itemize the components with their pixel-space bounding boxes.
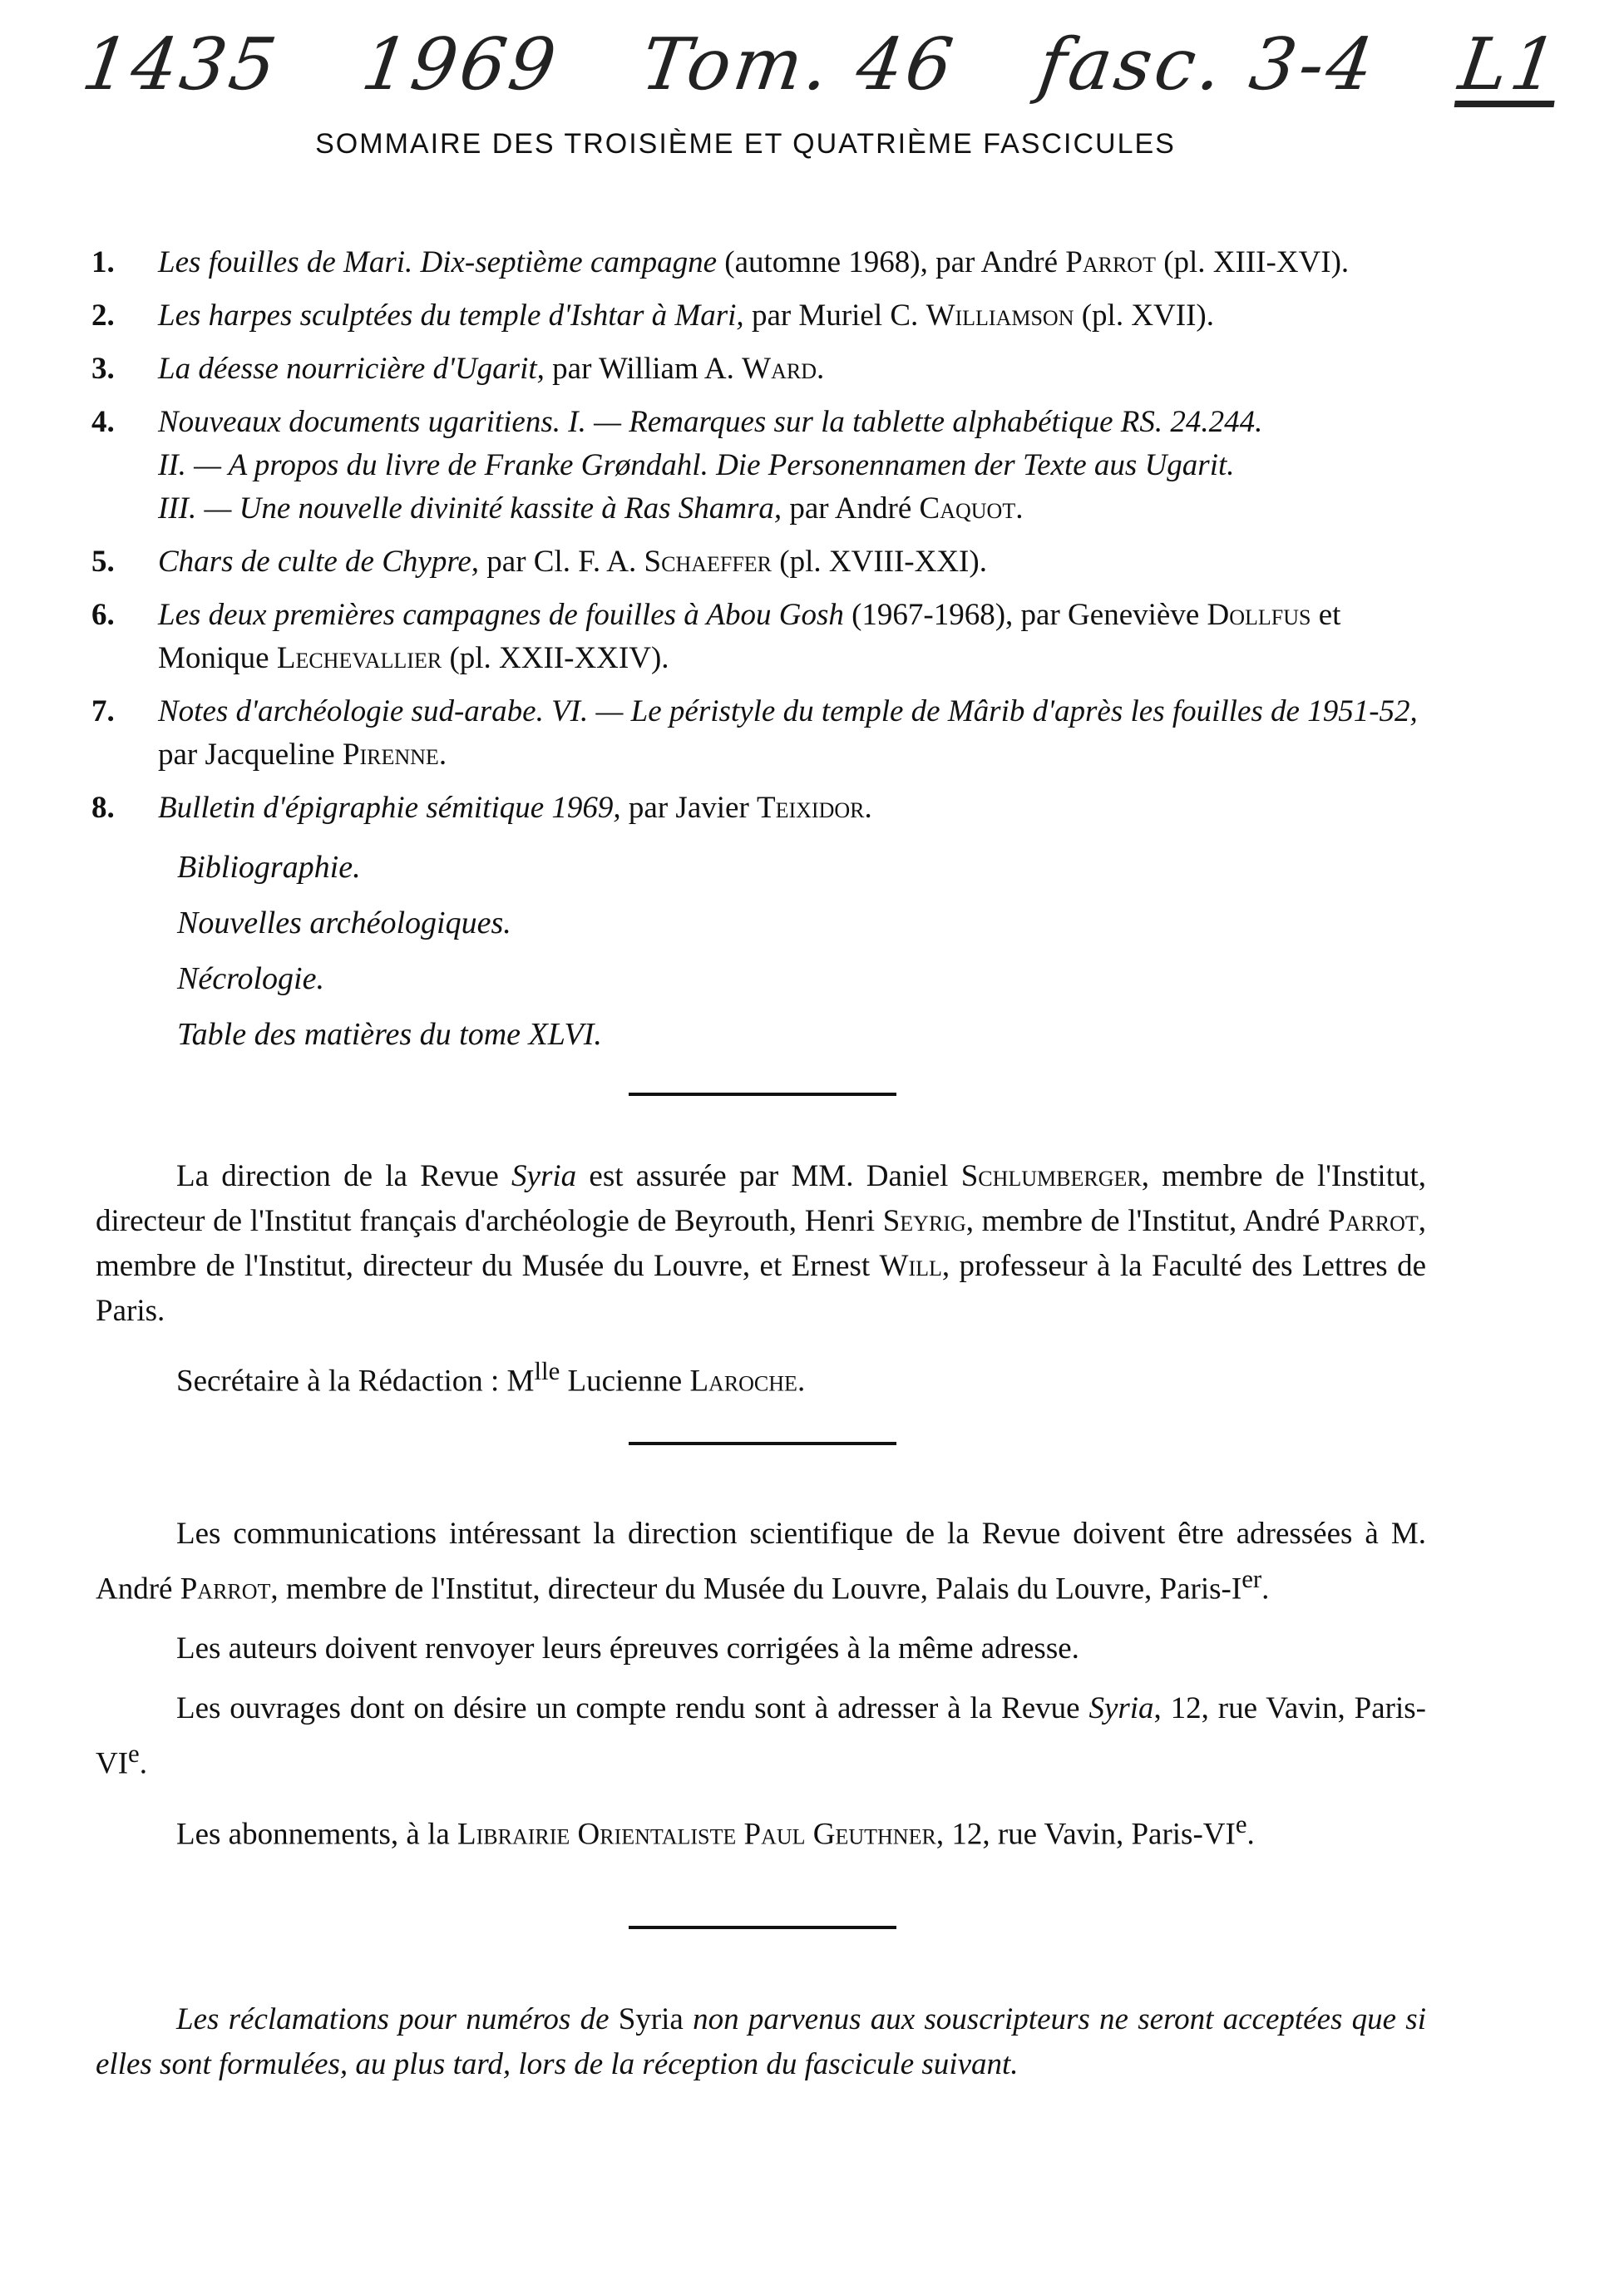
direction-block (96, 1154, 1426, 1419)
toc-text: . (438, 738, 447, 772)
text-run: . (797, 1364, 806, 1399)
toc-text: par Cl. F. A. (479, 545, 644, 579)
toc-author: Parrot (1065, 245, 1156, 279)
toc-author: Williamson (926, 299, 1074, 333)
toc-author: Dollfus (1207, 598, 1311, 632)
text-run: Lucienne (560, 1364, 690, 1399)
journal-name: Syria (511, 1159, 577, 1193)
journal-name: Syria (1088, 1691, 1154, 1726)
toc-item (91, 787, 1439, 830)
toc-subtitle: III. — Une nouvelle divinité kassite à Ras Shamra, (158, 491, 782, 526)
toc-subtitle: II. — A propos du livre de Franke Grøndahl. Die Personennamen der Texte aus Ugarit. (158, 448, 1235, 482)
superscript: er (1241, 1565, 1262, 1593)
toc-number: 4. (91, 405, 115, 439)
text-run: Les ouvrages dont on désire un compte rendu sont à adresser à la Revue (176, 1691, 1089, 1726)
reviews-paragraph (96, 1686, 1426, 1786)
toc-author: Pirenne (342, 738, 439, 772)
table-of-contents (91, 241, 1439, 840)
superscript: lle (534, 1357, 560, 1385)
communications-block (96, 1512, 1426, 1872)
toc-title: Chars de culte de Chypre, (158, 545, 480, 579)
text-run: , 12, rue Vavin, Paris-VI (96, 1691, 1427, 1781)
toc-text: par William A. (544, 352, 743, 386)
handwritten-tome: Tom. 46 (636, 23, 961, 106)
toc-text: . (817, 352, 825, 386)
superscript: e (1235, 1809, 1247, 1838)
toc-text: par Javier (620, 791, 758, 825)
subscriptions-paragraph (96, 1802, 1426, 1857)
text-run: . (1246, 1816, 1255, 1851)
toc-title: Nouveaux documents ugaritiens. I. — Remarques sur la tablette alphabétique RS. 24.244. (158, 405, 1263, 439)
toc-title: Bulletin d'épigraphie sémitique 1969, (158, 791, 621, 825)
toc-item (91, 294, 1439, 338)
text-run: , membre de l'Institut, directeur de l'Institut français d'archéologie de Beyrouth, Henri (96, 1159, 1427, 1238)
toc-text: par Muriel C. (743, 299, 926, 333)
handwritten-number: 1435 (77, 23, 284, 106)
person-name: Parrot (180, 1572, 271, 1606)
toc-number: 7. (91, 694, 115, 728)
handwritten-code: L1 (1454, 23, 1566, 106)
toc-number: 5. (91, 545, 115, 579)
text-run: , 12, rue Vavin, Paris-VI (935, 1816, 1236, 1851)
toc-title: Les fouilles de Mari. Dix-septième campagne (158, 245, 718, 279)
section-divider (629, 1093, 896, 1096)
extra-sections (177, 840, 602, 1063)
section-table-matieres: Table des matières du tome XLVI. (177, 1017, 602, 1052)
toc-item (91, 241, 1439, 284)
page-title: SOMMAIRE DES TROISIÈME ET QUATRIÈME FASCICULES (315, 128, 1176, 160)
secretary-paragraph (96, 1349, 1426, 1404)
superscript: e (128, 1740, 140, 1769)
toc-number: 2. (91, 299, 115, 333)
journal-name: Syria (618, 2002, 684, 2036)
toc-text: . (1015, 491, 1024, 526)
toc-number: 3. (91, 352, 115, 386)
text-run: Secrétaire à la Rédaction : M (176, 1364, 535, 1399)
toc-author: Caquot (919, 491, 1016, 526)
section-bibliographie: Bibliographie. (177, 850, 361, 885)
text-run: non parvenus aux souscripteurs ne seront acceptées que si elles sont formulées, au plus tard, lors de la réception du fascicule suivant. (96, 2002, 1426, 2081)
toc-text: par André (782, 491, 920, 526)
toc-title: Notes d'archéologie sud-arabe. VI. — Le péristyle du temple de Mârib d'après les fouilles de 1951-52, (158, 694, 1418, 728)
toc-number: 8. (91, 791, 115, 825)
toc-text: (1967-1968), par Geneviève (843, 598, 1207, 632)
person-name: Will (879, 1249, 942, 1283)
text-run: . (139, 1746, 147, 1781)
text-run: Les abonnements, à la (176, 1816, 458, 1851)
toc-text: (pl. XXII-XXIV). (442, 641, 669, 675)
text-run: La direction de la Revue (176, 1159, 512, 1193)
section-divider (629, 1926, 896, 1929)
section-divider (629, 1442, 896, 1445)
handwritten-fascicle: fasc. 3-4 (1033, 23, 1382, 106)
direction-paragraph (96, 1154, 1426, 1334)
toc-subtitle-line (158, 487, 1439, 531)
toc-author: Ward (742, 352, 817, 386)
toc-item (91, 540, 1439, 584)
text-run: , professeur à la Faculté des Lettres de Paris. (96, 1249, 1426, 1328)
toc-text: . (864, 791, 872, 825)
toc-number: 6. (91, 598, 115, 632)
toc-item (91, 594, 1439, 680)
toc-number: 1. (91, 245, 115, 279)
toc-text: (pl. XVII). (1074, 299, 1214, 333)
toc-item (91, 401, 1439, 531)
section-necrologie: Nécrologie. (177, 961, 324, 996)
toc-title: Les deux premières campagnes de fouilles à Abou Gosh (158, 598, 844, 632)
toc-title: Les harpes sculptées du temple d'Ishtar à Mari, (158, 299, 744, 333)
text-run: Les communications intéressant la direction scientifique de la Revue doivent être adressées à M. André (96, 1517, 1426, 1606)
section-nouvelles: Nouvelles archéologiques. (177, 906, 511, 940)
toc-text: (pl. XVIII-XXI). (772, 545, 987, 579)
communications-paragraph (96, 1512, 1426, 1611)
publisher-name: Librairie Orientaliste Paul Geuthner (457, 1816, 936, 1851)
toc-author: Schaeffer (644, 545, 773, 579)
toc-title: La déesse nourricière d'Ugarit, (158, 352, 545, 386)
text-run: , membre de l'Institut, directeur du Musée du Louvre, Palais du Louvre, Paris-I (270, 1572, 1242, 1606)
proofs-paragraph: Les auteurs doivent renvoyer leurs épreuves corrigées à la même adresse. (176, 1631, 1079, 1666)
toc-item (91, 690, 1439, 777)
claims-paragraph (96, 1997, 1426, 2087)
person-name: Laroche (689, 1364, 797, 1399)
person-name: Schlumberger (960, 1159, 1142, 1193)
toc-text: (pl. XIII-XVI). (1155, 245, 1350, 279)
person-name: Parrot (1328, 1204, 1419, 1238)
toc-author: Lechevallier (276, 641, 442, 675)
toc-text: (automne 1968), par André (717, 245, 1066, 279)
text-run: . (1261, 1572, 1270, 1606)
toc-text: par Jacqueline (158, 738, 343, 772)
text-run: est assurée par MM. Daniel (576, 1159, 961, 1193)
handwritten-annotation (77, 23, 1566, 106)
toc-author: Teixidor (757, 791, 865, 825)
handwritten-year: 1969 (357, 23, 565, 106)
toc-text: et Monique (158, 598, 1341, 675)
text-run: , membre de l'Institut, directeur du Musée du Louvre, et Ernest (96, 1204, 1427, 1283)
toc-item (91, 348, 1439, 391)
claims-block (96, 1997, 1426, 2102)
text-run: Les réclamations pour numéros de (176, 2002, 619, 2036)
person-name: Seyrig (882, 1204, 966, 1238)
text-run: , membre de l'Institut, André (965, 1204, 1329, 1238)
